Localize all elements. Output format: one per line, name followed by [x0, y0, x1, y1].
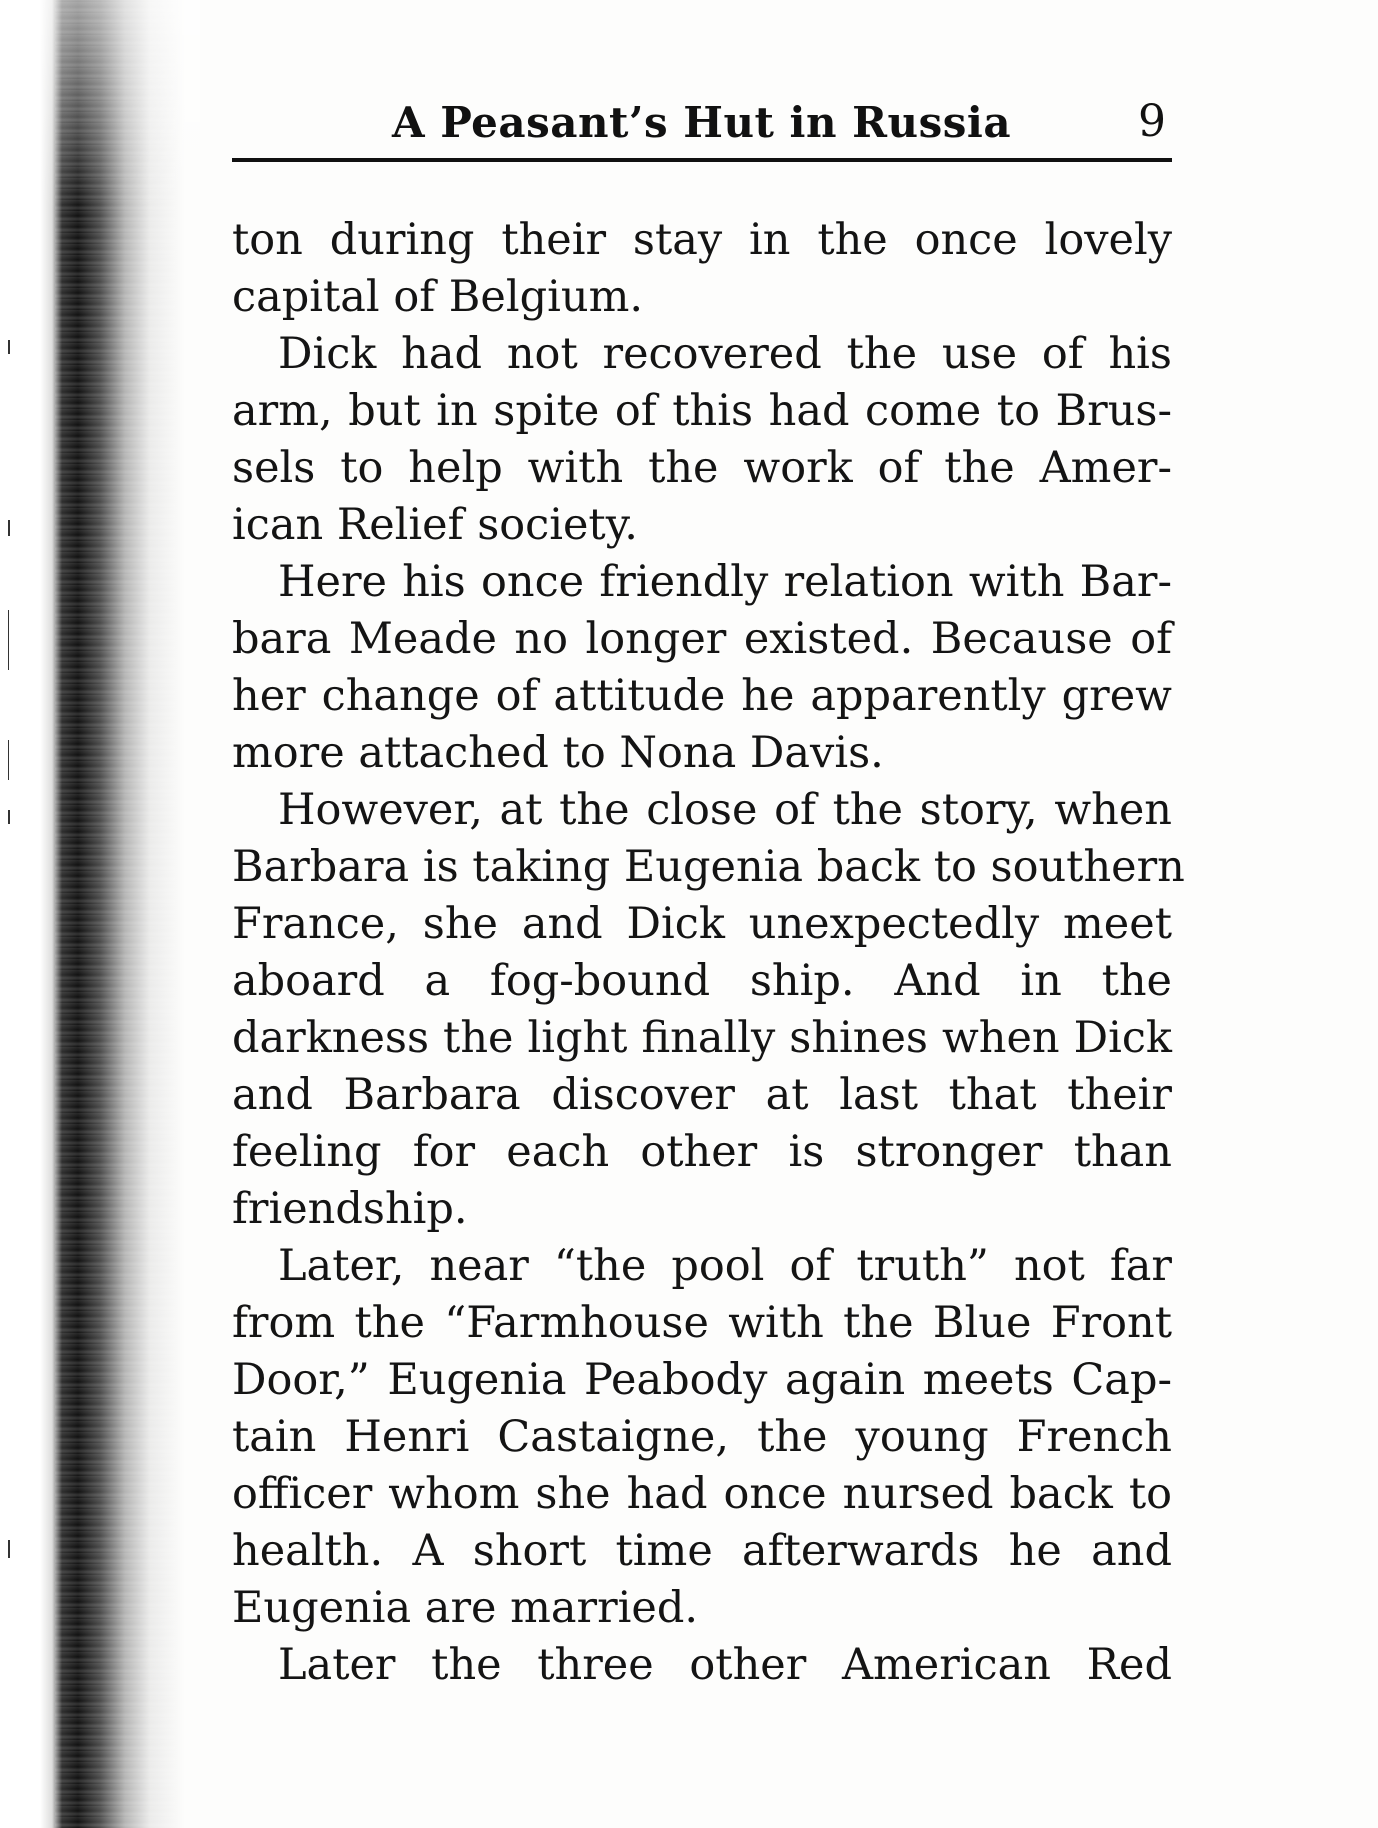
scan-speck — [8, 610, 9, 670]
text-line: officer whom she had once nursed back to — [232, 1469, 1172, 1519]
scan-speck — [8, 740, 9, 780]
text-line: ton during their stay in the once lovely — [232, 215, 1172, 265]
text-line: more attached to Nona Davis. — [232, 728, 884, 778]
binding-edge-fade — [40, 0, 200, 210]
text-line: friendship. — [232, 1184, 468, 1234]
text-line: France, she and Dick unexpectedly meet — [232, 899, 1172, 949]
text-line: sels to help with the work of the Amer- — [232, 443, 1172, 493]
text-line: bara Meade no longer existed. Because of — [232, 614, 1172, 664]
binding-edge-texture — [55, 0, 175, 1828]
text-line: aboard a fog-bound ship. And in the — [232, 956, 1172, 1006]
text-line: Later the three other American Red — [278, 1640, 1172, 1690]
text-line: feeling for each other is stronger than — [232, 1127, 1172, 1177]
text-line: Eugenia are married. — [232, 1583, 699, 1633]
text-line: capital of Belgium. — [232, 272, 644, 322]
scan-speck — [8, 520, 10, 536]
page-number: 9 — [1138, 96, 1166, 147]
text-line: and Barbara discover at last that their — [232, 1070, 1172, 1120]
text-line: Later, near “the pool of truth” not far — [278, 1241, 1172, 1291]
text-line: from the “Farmhouse with the Blue Front — [232, 1298, 1172, 1348]
header-rule — [232, 158, 1172, 162]
text-line: health. A short time afterwards he and — [232, 1526, 1172, 1576]
text-line: ican Relief society. — [232, 500, 638, 550]
text-line: tain Henri Castaigne, the young French — [232, 1412, 1172, 1462]
text-line: Door,” Eugenia Peabody again meets Cap- — [232, 1355, 1172, 1405]
scan-speck — [8, 1540, 10, 1558]
text-line: arm, but in spite of this had come to Brus- — [232, 386, 1172, 436]
text-line: darkness the light finally shines when Dick — [232, 1013, 1172, 1063]
scan-speck — [8, 340, 10, 354]
text-line: her change of attitude he apparently grew — [232, 671, 1172, 721]
scan-speck — [8, 810, 10, 824]
running-title: A Peasant’s Hut in Russia — [392, 98, 1012, 147]
running-header — [232, 92, 1172, 164]
text-line: Barbara is taking Eugenia back to southern — [232, 842, 1185, 892]
text-line: Dick had not recovered the use of his — [278, 329, 1172, 379]
body-text — [232, 212, 1185, 1694]
text-line: However, at the close of the story, when — [278, 785, 1172, 835]
text-line: Here his once friendly relation with Bar- — [278, 557, 1172, 607]
